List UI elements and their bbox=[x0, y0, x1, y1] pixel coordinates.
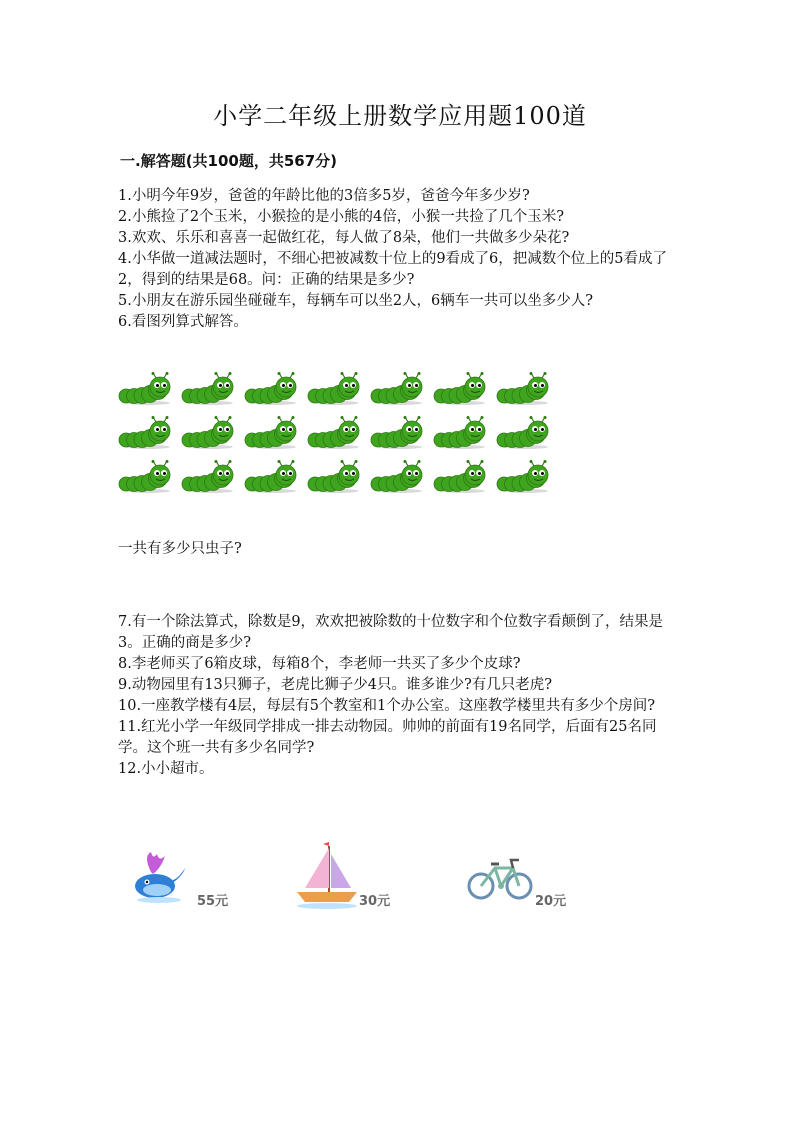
question-5: 5.小朋友在游乐园坐碰碰车，每辆车可以坐2人，6辆车一共可以坐多少人? bbox=[118, 293, 594, 309]
caterpillar-icon bbox=[496, 416, 552, 450]
shop-item-sailboat bbox=[293, 840, 423, 920]
caterpillar-icon bbox=[433, 372, 489, 406]
price-label: 55元 bbox=[197, 894, 229, 909]
caterpillar-icon bbox=[433, 416, 489, 450]
shop-item-whale bbox=[125, 840, 245, 920]
question-10: 10.一座教学楼有4层，每层有5个教室和1个办公室。这座教学楼里共有多少个房间? bbox=[118, 698, 656, 714]
caterpillar-grid bbox=[118, 372, 568, 497]
caterpillar-icon bbox=[118, 372, 174, 406]
question-8: 8.李老师买了6箱皮球，每箱8个，李老师一共买了多少个皮球? bbox=[118, 656, 521, 672]
question-7: 7.有一个除法算式，除数是9，欢欢把被除数的十位数字和个位数字看颠倒了，结果是3。正确的商是多少? bbox=[118, 614, 664, 651]
question-12: 12.小小超市。 bbox=[118, 761, 214, 777]
caterpillar-icon bbox=[181, 460, 237, 494]
section-heading: 一.解答题(共100题，共567分) bbox=[120, 152, 338, 170]
question-3: 3.欢欢、乐乐和喜喜一起做红花，每人做了8朵，他们一共做多少朵花? bbox=[118, 230, 570, 246]
question-4: 4.小华做一道减法题时，不细心把被减数十位上的9看成了6，把减数个位上的5看成了2，得到的结果是68。问：正确的结果是多少? bbox=[118, 251, 668, 288]
caterpillar-icon bbox=[244, 460, 300, 494]
caterpillar-icon bbox=[181, 416, 237, 450]
question-11: 11.红光小学一年级同学排成一排去动物园。帅帅的前面有19名同学，后面有25名同学。这个班一共有多少名同学? bbox=[118, 719, 657, 756]
question-9: 9.动物园里有13只狮子，老虎比狮子少4只。谁多谁少?有几只老虎? bbox=[118, 677, 553, 693]
caterpillar-question: 一共有多少只虫子? bbox=[118, 541, 242, 557]
caterpillar-icon bbox=[307, 460, 363, 494]
caterpillar-icon bbox=[496, 372, 552, 406]
question-1: 1.小明今年9岁，爸爸的年龄比他的3倍多5岁，爸爸今年多少岁? bbox=[118, 188, 530, 204]
caterpillar-icon bbox=[307, 372, 363, 406]
caterpillar-icon bbox=[307, 416, 363, 450]
page-title: 小学二年级上册数学应用题100道 bbox=[213, 102, 587, 130]
question-list-part2 bbox=[118, 612, 683, 780]
caterpillar-icon bbox=[433, 460, 489, 494]
question-list-part1 bbox=[118, 186, 683, 333]
caterpillar-icon bbox=[118, 416, 174, 450]
caterpillar-icon bbox=[244, 416, 300, 450]
question-6: 6.看图列算式解答。 bbox=[118, 314, 248, 330]
caterpillar-icon bbox=[496, 460, 552, 494]
price-label: 20元 bbox=[535, 894, 567, 909]
price-label: 30元 bbox=[359, 894, 391, 909]
bicycle-icon bbox=[467, 854, 535, 904]
caterpillar-icon bbox=[370, 460, 426, 494]
caterpillar-icon bbox=[370, 372, 426, 406]
question-2: 2.小熊捡了2个玉米，小猴捡的是小熊的4倍，小猴一共捡了几个玉米? bbox=[118, 209, 565, 225]
caterpillar-icon bbox=[244, 372, 300, 406]
caterpillar-icon bbox=[370, 416, 426, 450]
caterpillar-icon bbox=[118, 460, 174, 494]
shop-item-bicycle bbox=[465, 840, 595, 920]
sailboat-icon bbox=[293, 842, 363, 912]
whale-toy-icon bbox=[133, 846, 193, 906]
shop-items bbox=[125, 840, 595, 920]
caterpillar-icon bbox=[181, 372, 237, 406]
